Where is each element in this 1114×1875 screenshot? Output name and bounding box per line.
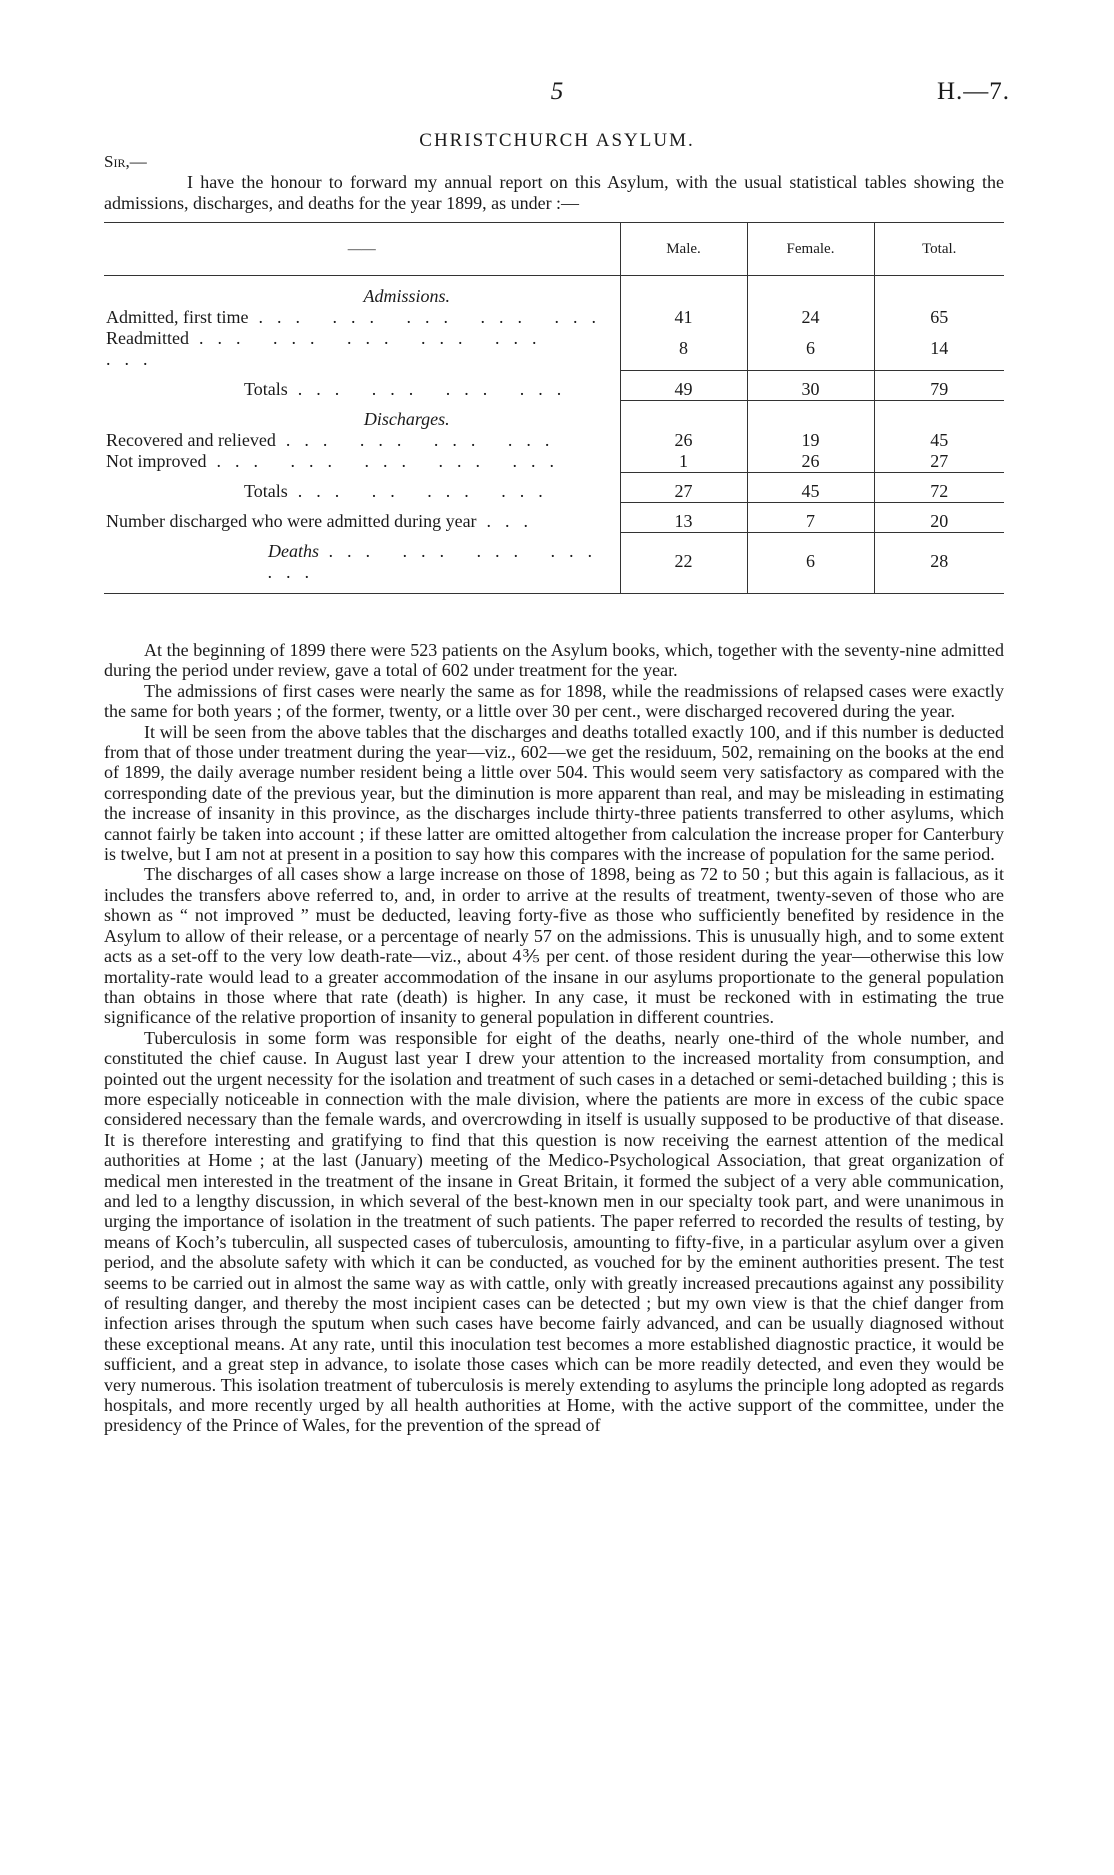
totals-row-discharges bbox=[104, 481, 1004, 503]
cell-total: 72 bbox=[874, 481, 1004, 503]
section-heading-discharges: Discharges. bbox=[104, 409, 1004, 430]
cell-female: 45 bbox=[747, 481, 874, 503]
cell-male: 22 bbox=[620, 541, 747, 583]
leader-dots: ... ... ... ... ... bbox=[216, 450, 568, 471]
cell-total: 65 bbox=[874, 307, 1004, 328]
document-reference: H.—7. bbox=[936, 78, 1010, 105]
cell-female: 6 bbox=[747, 328, 874, 370]
cell-female: 7 bbox=[747, 511, 874, 533]
cell-female: 30 bbox=[747, 379, 874, 401]
cell-female: 6 bbox=[747, 541, 874, 583]
section-heading-admissions: Admissions. bbox=[104, 286, 1004, 307]
row-label: Number discharged who were admitted during year bbox=[106, 510, 477, 531]
report-body bbox=[104, 640, 1004, 1436]
row-discharged-admitted bbox=[104, 511, 1004, 533]
column-header-male: Male. bbox=[620, 223, 747, 276]
table-header-row bbox=[104, 223, 1004, 276]
leader-dots: ... ... ... ... ... bbox=[258, 307, 610, 327]
column-header-total: Total. bbox=[874, 223, 1004, 276]
row-label: Totals bbox=[244, 378, 288, 399]
leader-dots: ... ... ... ... bbox=[285, 429, 564, 450]
row-label: Not improved bbox=[106, 450, 207, 471]
corner-cell: —— bbox=[347, 241, 376, 257]
cell-male: 27 bbox=[620, 481, 747, 503]
intro-paragraph: I have the honour to forward my annual report on this Asylum, with the usual statistical tables showing the admissions, discharges, and deaths for the year 1899, as under :— bbox=[104, 172, 1004, 213]
cell-total: 28 bbox=[874, 541, 1004, 583]
cell-female: 19 bbox=[747, 430, 874, 451]
cell-female: 26 bbox=[747, 451, 874, 473]
cell-male: 8 bbox=[620, 328, 747, 370]
cell-total: 20 bbox=[874, 511, 1004, 533]
report-title: CHRISTCHURCH ASYLUM. bbox=[419, 130, 695, 151]
cell-male: 41 bbox=[620, 307, 747, 328]
row-label: Readmitted bbox=[106, 328, 189, 348]
leader-dots: ... .. ... ... bbox=[297, 480, 557, 501]
table-row bbox=[104, 430, 1004, 451]
table-row bbox=[104, 451, 1004, 473]
cell-male: 13 bbox=[620, 511, 747, 533]
leader-dots: ... bbox=[486, 510, 543, 531]
leader-dots: ... ... ... ... bbox=[297, 378, 576, 399]
row-deaths bbox=[104, 541, 1004, 583]
page-number: 5 bbox=[550, 78, 564, 105]
cell-male: 26 bbox=[620, 430, 747, 451]
page-header bbox=[104, 78, 1010, 108]
row-label: Recovered and relieved bbox=[106, 429, 276, 450]
cell-total: 79 bbox=[874, 379, 1004, 401]
cell-male: 49 bbox=[620, 379, 747, 401]
cell-total: 27 bbox=[874, 451, 1004, 473]
table-row bbox=[104, 307, 1004, 328]
paragraph: It will be seen from the above tables that the discharges and deaths totalled exactly 100, and if this number is deducted from that of those under treatment during the year—viz., 602—we get the residuum, 502, remaining on the books at the end of 1899, the daily average number resident being a little over 504. This would seem very satisfactory as compared with the corresponding date of the previous year, but the diminution is more apparent than real, and may be misleading in estimating the increase of insanity in this province, as the discharges include thirty-three patients transferred to other asylums, which cannot fairly be taken into account ; if these latter are omitted altogether from calculation the increase proper for Canterbury is twelve, but I am not at present in a position to say how this compares with the increase of population for the same period. bbox=[104, 721, 1004, 865]
cell-total: 45 bbox=[874, 430, 1004, 451]
paragraph: The discharges of all cases show a large increase on those of 1898, being as 72 to 50 ; but this again is fallacious, as it includes the transfers above referred to, and, in order to arrive at the results of treatment, twenty-seven of those who are shown as “ not improved ” must be deducted, leaving forty-five as those who sufficiently benefited by residence in the Asylum to allow of their release, or a percentage of nearly 57 on the admissions. This is unusually high, and to some extent acts as a set-off to the very low death-rate—viz., about 4⅗ per cent. of those resident during the year—otherwise this low mortality-rate would lead to a greater accommodation of the insane in our asylums proportionate to the general population than obtains in those where that rate (death) is higher. In any case, it must be reckoned with in estimating the true significance of the relative proportion of insanity to general population in different countries. bbox=[104, 864, 1004, 1028]
cell-male: 1 bbox=[620, 451, 747, 473]
statistics-table bbox=[104, 222, 1004, 594]
row-label: Totals bbox=[244, 480, 288, 501]
cell-female: 24 bbox=[747, 307, 874, 328]
row-label: Admitted, first time bbox=[106, 307, 249, 327]
paragraph: Tuberculosis in some form was responsible for eight of the deaths, nearly one-third of the whole number, and constituted the chief cause. In August last year I drew your attention to the increased mortality from consumption, and pointed out the urgent necessity for the isolation and treatment of such cases in a detached or semi-detached building ; this is more especially noticeable in connection with the male division, where the patients are more in excess of the cubic space considered necessary than the female wards, and overcrowding in itself is usually supposed to be productive of that disease. It is therefore interesting and gratifying to find that this question is now receiving the earnest attention of the medical authorities at Home ; at the last (January) meeting of the Medico-Psychological Association, that great organization of medical men interested in the treatment of the insane in Great Britain, it formed the subject of a very able communication, and led to a lengthy discussion, in which several of the best-known men in our specialty took part, and were unanimous in urging the importance of isolation in the treatment of such patients. The paper referred to recorded the results of testing, by means of Koch’s tuberculin, all suspected cases of tuberculosis, amounting to fifty-five, in a particular asylum over a given period, and the absolute safety with which it can be conducted, as vouched for by the eminent authorities present. The test seems to be carried out in almost the same way as with cattle, only with greatly increased precautions against any possibility of resulting danger, and thereby the most incipient cases can be detected ; but my own view is that the chief danger from infection arises through the sputum when such cases have become fairly advanced, and can be usually diagnosed without these exceptional means. At any rate, until this inoculation test becomes a more established diagnostic practice, it would be sufficient, and a great step in advance, to isolate those cases which can be more readily detected, and even they would be very numerous. This isolation treatment of tuberculosis is merely extending to asylums the principle long adopted as regards hospitals, and more recently urged by all health authorities at Home, with the active support of the committee, under the presidency of the Prince of Wales, for the prevention of the spread of bbox=[104, 1027, 1004, 1436]
column-header-female: Female. bbox=[747, 223, 874, 276]
salutation: Sir,— bbox=[104, 152, 147, 171]
table-row bbox=[104, 328, 1004, 370]
paragraph: At the beginning of 1899 there were 523 patients on the Asylum books, which, together with the seventy-nine admitted during the period under review, gave a total of 602 under treatment for the year. bbox=[104, 640, 1004, 681]
paragraph: The admissions of first cases were nearly the same as for 1898, while the readmissions of relapsed cases were exactly the same for both years ; of the former, twenty, or a little over 30 per cent., were discharged recovered during the year. bbox=[104, 680, 1004, 722]
leader-dots: ... ... ... ... ... bbox=[268, 540, 607, 582]
cell-total: 14 bbox=[874, 328, 1004, 370]
row-label: Deaths bbox=[268, 540, 319, 561]
totals-row-admissions bbox=[104, 379, 1004, 401]
leader-dots: ... ... ... ... ... ... bbox=[106, 328, 551, 369]
